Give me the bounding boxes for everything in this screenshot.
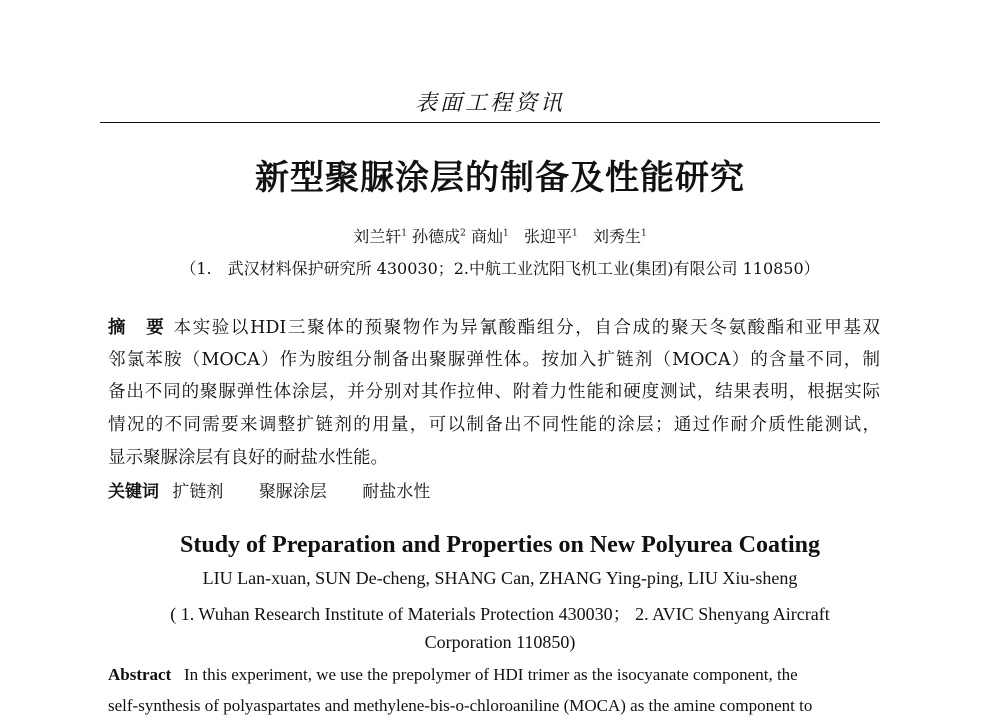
authors-en: LIU Lan-xuan, SUN De-cheng, SHANG Can, ZHANG Ying-ping, LIU Xiu-sheng — [202, 568, 798, 588]
keyword: 聚脲涂层 — [258, 482, 327, 502]
author-aff: 1 — [502, 228, 509, 239]
abstract-cn-line — [108, 316, 880, 340]
abstract-en-line — [108, 665, 880, 685]
author: 商灿 — [470, 227, 503, 246]
affiliations-en-line: ( 1. Wuhan Research Institute of Materials Protection 430030； 2. AVIC Shenyang Aircraft — [170, 604, 830, 624]
author: 孙德成 — [412, 227, 461, 246]
keywords-cn — [108, 477, 460, 502]
abstract-cn-line: 备出不同的聚脲弹性体涂层，并分别对其作拉伸、附着力性能和硬度测试，结果表明，根据实际 — [108, 382, 880, 402]
abstract-en-line: self-synthesis of polyaspartates and methylene-bis-o-chloroaniline (MOCA) as the amine component to — [108, 696, 813, 715]
header-rule — [100, 122, 880, 123]
affiliations-cn: （1. 武汉材料保护研究所 430030；2.中航工业沈阳飞机工业(集团)有限公司 110850） — [180, 259, 820, 278]
title-cn: 新型聚脲涂层的制备及性能研究 — [255, 158, 745, 198]
affiliations-en-line: Corporation 110850) — [424, 632, 576, 652]
author-aff: 1 — [571, 228, 578, 239]
title-en: Study of Preparation and Properties on New Polyurea Coating — [180, 532, 820, 558]
author-aff: 1 — [641, 228, 647, 239]
author: 刘兰轩 — [353, 227, 402, 246]
journal-header: 表面工程资讯 — [414, 91, 565, 116]
abstract-cn-line: 邻氯苯胺（MOCA）作为胺组分制备出聚脲弹性体。按加入扩链剂（MOCA）的含量不同，制 — [108, 350, 880, 370]
keyword: 扩链剂 — [172, 482, 224, 502]
abstract-en-label: Abstract — [108, 665, 172, 684]
author-aff: 2 — [460, 228, 466, 239]
keywords-label: 关键词 — [108, 482, 159, 502]
authors-cn — [0, 224, 1000, 247]
abstract-cn-label: 摘 要 — [108, 318, 166, 338]
keyword: 耐盐水性 — [362, 482, 431, 502]
abstract-text: In this experiment, we use the prepolymer of HDI trimer as the isocyanate component, the — [184, 665, 798, 684]
author: 张迎平 — [523, 227, 572, 246]
abstract-cn-line: 显示聚脲涂层有良好的耐盐水性能。 — [108, 448, 388, 468]
author-aff: 1 — [401, 228, 408, 239]
abstract-cn-line: 情况的不同需要来调整扩链剂的用量，可以制备出不同性能的涂层；通过作耐介质性能测试， — [108, 415, 880, 435]
author: 刘秀生 — [592, 227, 641, 246]
abstract-text: 本实验以HDI三聚体的预聚物作为异氰酸酯组分，自合成的聚天冬氨酸酯和亚甲基双 — [173, 318, 881, 338]
